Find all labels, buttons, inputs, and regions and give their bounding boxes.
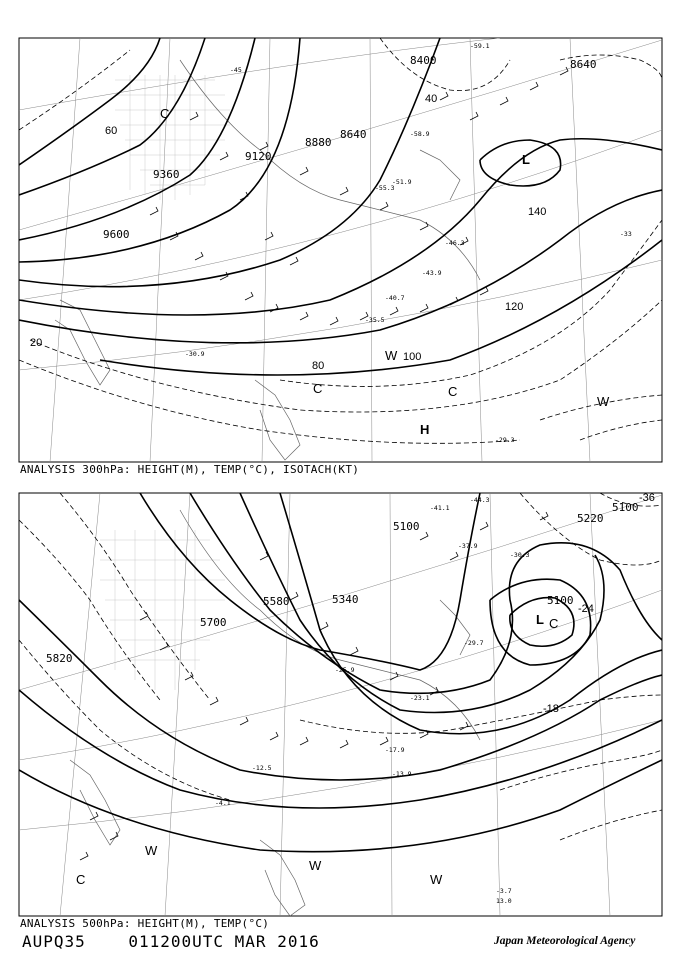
temperature-value: -51.9 <box>392 178 412 186</box>
temperature-value: -3.7 <box>496 887 512 895</box>
temperature-value: -40.7 <box>385 294 405 302</box>
temperature-value: -59.1 <box>470 42 490 50</box>
cold-center-marker: C <box>448 384 458 399</box>
height-label: 8880 <box>305 136 332 149</box>
height-label: 5100 <box>393 520 420 533</box>
panel-300-frame <box>19 38 662 462</box>
agency-name: Japan Meteorological Agency <box>494 935 636 947</box>
cold-center-marker: C <box>313 381 323 396</box>
isotherm-label: -24 <box>578 603 594 615</box>
isotach-label: 100 <box>403 351 422 363</box>
warm-center-marker: W <box>385 348 398 363</box>
temperature-value: -30.9 <box>185 350 205 358</box>
warm-center-marker: W <box>309 858 322 873</box>
height-label: 9600 <box>103 228 130 241</box>
chart-code: AUPQ35 <box>22 932 86 951</box>
cold-center-marker: C <box>76 872 86 887</box>
temperature-value: -46.3 <box>445 239 465 247</box>
warm-center-marker: W <box>145 843 158 858</box>
temperature-value: -44.3 <box>470 496 490 504</box>
isotach-label: 40 <box>425 93 438 105</box>
temperature-value: -45 <box>230 66 242 74</box>
temperature-value: -25.9 <box>335 666 355 674</box>
cold-center-marker: C <box>160 106 170 121</box>
height-label: 9120 <box>245 150 272 163</box>
warm-center-marker: W <box>430 872 443 887</box>
isotach-label: 60 <box>105 125 118 137</box>
height-label: 5700 <box>200 616 227 629</box>
temperature-value: -37.9 <box>458 542 478 550</box>
isotach-label: 140 <box>528 206 547 218</box>
height-label: 8640 <box>340 128 367 141</box>
isotach-label: 20 <box>30 337 43 349</box>
temperature-value: -13.9 <box>392 770 412 778</box>
isotach-label: 120 <box>505 301 524 313</box>
chart-identifier <box>22 932 320 951</box>
height-label: 5220 <box>577 512 604 525</box>
isotach-label: 80 <box>312 360 325 372</box>
temperature-value: -41.1 <box>430 504 450 512</box>
panel-500-map <box>19 493 662 916</box>
temperature-value: -55.3 <box>375 184 395 192</box>
temperature-value: -58.9 <box>410 130 430 138</box>
panel-300-map <box>19 38 662 462</box>
temperature-value: -33 <box>620 230 632 238</box>
temperature-value: -43.9 <box>422 269 442 277</box>
cold-center-marker: C <box>549 616 559 631</box>
panel-500-frame <box>19 493 662 916</box>
height-label: 5100 <box>547 594 574 607</box>
panel-300-caption: ANALYSIS 300hPa: HEIGHT(M), TEMP(°C), ISOTACH(KT) <box>20 463 360 476</box>
panel-500-caption: ANALYSIS 500hPa: HEIGHT(M), TEMP(°C) <box>20 917 270 930</box>
low-center-marker: L <box>536 612 544 627</box>
height-label: 5100 <box>612 501 639 514</box>
warm-center-marker: W <box>597 394 610 409</box>
temperature-value: -23.1 <box>410 694 430 702</box>
height-label: 9360 <box>153 168 180 181</box>
analysis-time: 011200UTC MAR 2016 <box>128 932 320 951</box>
height-label: 5340 <box>332 593 359 606</box>
height-label: 8640 <box>570 58 597 71</box>
temperature-value: 13.0 <box>496 897 512 905</box>
low-center-marker: L <box>522 152 530 167</box>
height-label: 8400 <box>410 54 437 67</box>
isotherm-label: -18 <box>543 703 559 715</box>
temperature-value: -30.3 <box>510 551 530 559</box>
temperature-value: -4.1 <box>215 799 231 807</box>
temperature-value: -17.9 <box>385 746 405 754</box>
temperature-value: -35.5 <box>365 316 385 324</box>
isotherm-label: -36 <box>639 492 655 504</box>
temperature-value: -29.3 <box>495 436 515 444</box>
temperature-value: -29.7 <box>464 639 484 647</box>
temperature-value: -12.5 <box>252 764 272 772</box>
height-label: 5820 <box>46 652 73 665</box>
high-center-marker: H <box>420 422 430 437</box>
height-label: 5580 <box>263 595 290 608</box>
